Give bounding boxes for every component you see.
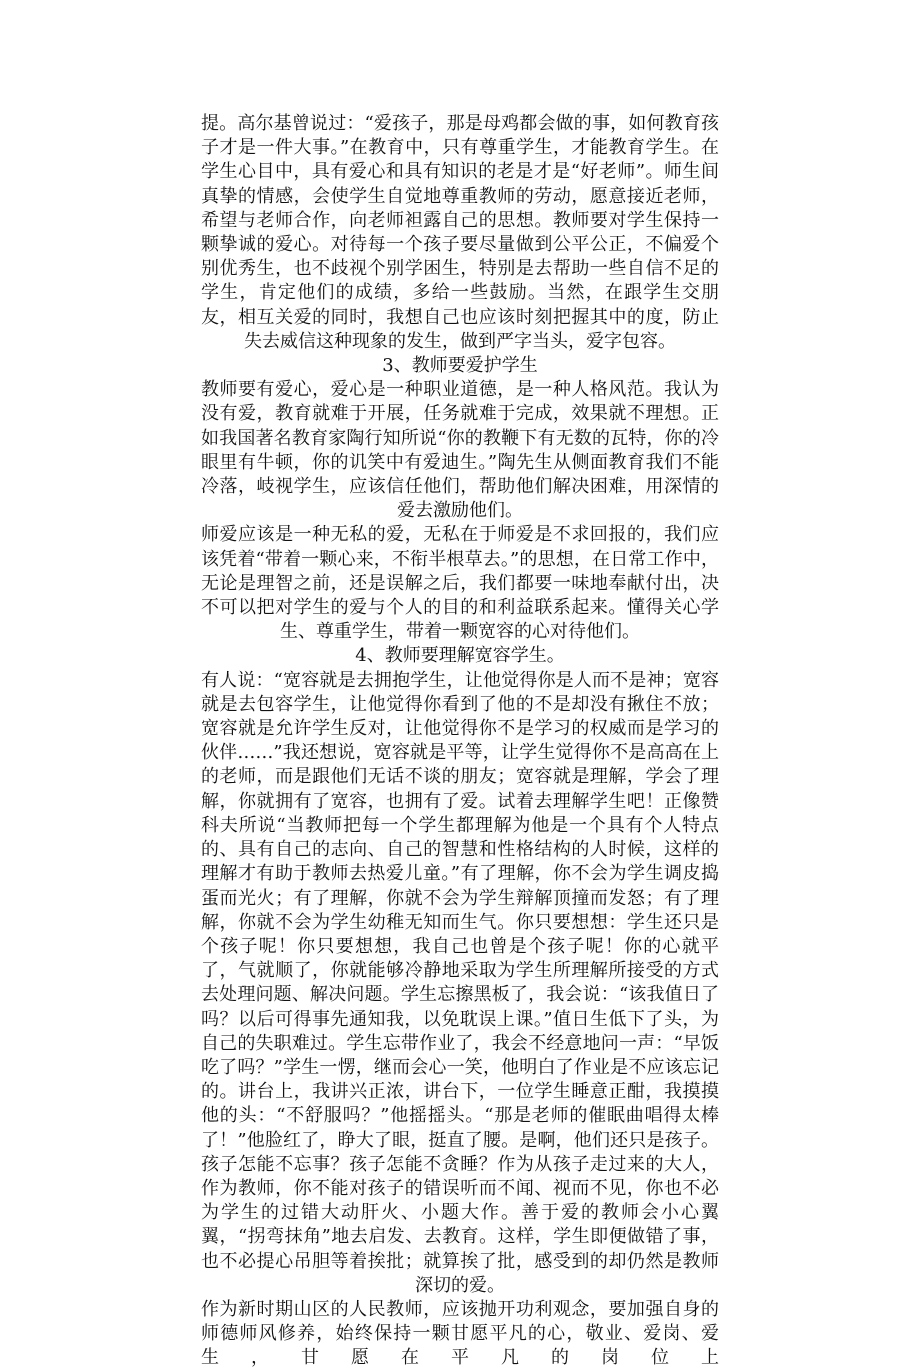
paragraph-respect-students: 提。高尔基曾说过：“爱孩子，那是母鸡都会做的事，如何教育孩子才是一件大事。”在教育中，只有尊重学生，才能教育学生。在学生心目中，具有爱心和具有知识的老是才是“好老师”。师生间真挚的情感，会使学生自觉地尊重教师的劳动，愿意接近老师，希望与老师合作，向老师袒露自己的思想。教师要对学生保持一颗挚诚的爱心。对待每一个孩子要尽量做到公平公正，不偏爱个别优秀生，也不歧视个别学困生，特别是去帮助一些自信不足的学生，肯定他们的成绩，多给一些鼓励。当然，在跟学生交朋友，相互关爱的同时，我想自己也应该时刻把握其中的度，防止失去威信这种现象的发生，做到严字当头，爱字包容。 [201, 113, 719, 352]
section-heading-3: 3、教师要爱护学生 [382, 355, 538, 377]
paragraph-tolerance: 有人说：“宽容就是去拥抱学生，让他觉得你是人而不是神；宽容就是去包容学生，让他觉得你看到了他的不是却没有揪住不放；宽容就是允许学生反对，让他觉得你不是学习的权威而是学习的伙伴……”我还想说，宽容就是平等，让学生觉得你不是高高在上的老师，而是跟他们无话不谈的朋友；宽容就是理解，学会了理解，你就拥有了宽容，也拥有了爱。试着去理解学生吧！正像赞科夫所说“当教师把每一个学生都理解为他是一个具有个人特点的、具有自己的志向、自己的智慧和性格结构的人时候，这样的理解才有助于教师去热爱儿童。”有了理解，你不会为学生调皮捣蛋而光火；有了理解，你就不会为学生辩解顶撞而发怒；有了理解，你就不会为学生幼稚无知而生气。你只要想想：学生还只是个孩子呢！你只要想想，我自己也曾是个孩子呢！你的心就平了，气就顺了，你就能够冷静地采取为学生所理解所接受的方式去处理问题、解决问题。学生忘擦黑板了，我会说：“该我值日了吗？以后可得事先通知我，以免耽误上课。”值日生低下了头，为自己的失职难过。学生忘带作业了，我会不经意地问一声：“早饭吃了吗？”学生一愣，继而会心一笑，他明白了作业是不应该忘记的。讲台上，我讲兴正浓，讲台下，一位学生睡意正酣，我摸摸他的头：“不舒服吗？”他摇摇头。“那是老师的催眠曲唱得太棒了！”他脸红了，睁大了眼，挺直了腰。是啊，他们还只是孩子。孩子怎能不忘事？孩子怎能不贪睡？作为从孩子走过来的大人，作为教师，你不能对孩子的错误听而不闻、视而不见，你也不必为学生的过错大动肝火、小题大作。善于爱的教师会小心翼翼，“拐弯抹角”地去启发、去教育。这样，学生即便做错了事，也不必提心吊胆等着挨批；就算挨了批，感受到的却仍然是教师深切的爱。 [201, 669, 719, 1296]
paragraph-selfless-love: 师爱应该是一种无私的爱，无私在于师爱是不求回报的，我们应该凭着“带着一颗心来，不衔半根草去。”的思想，在日常工作中，无论是理智之前，还是误解之后，我们都要一味地奉献付出，决不可以把对学生的爱与个人的目的和利益联系起来。懂得关心学生、尊重学生，带着一颗宽容的心对待他们。 [201, 524, 719, 643]
section-heading-4: 4、教师要理解宽容学生。 [355, 645, 565, 667]
paragraph-mountain-teacher: 作为新时期山区的人民教师，应该抛开功利观念，要加强自身的师德师风修养，始终保持一颗甘愿平凡的心，敬业、爱岗、爱生，甘愿在平凡的岗位上 [201, 1298, 719, 1369]
paragraph-teacher-love: 教师要有爱心，爱心是一种职业道德，是一种人格风范。我认为没有爱，教育就难于开展，任务就难于完成，效果就不理想。正如我国著名教育家陶行知所说“你的教鞭下有无数的瓦特，你的冷眼里有牛顿，你的讥笑中有爱迪生。”陶先生从侧面教育我们不能冷落，岐视学生，应该信任他们，帮助他们解决困难，用深情的爱去激励他们。 [201, 379, 719, 522]
document-page [201, 112, 719, 1371]
